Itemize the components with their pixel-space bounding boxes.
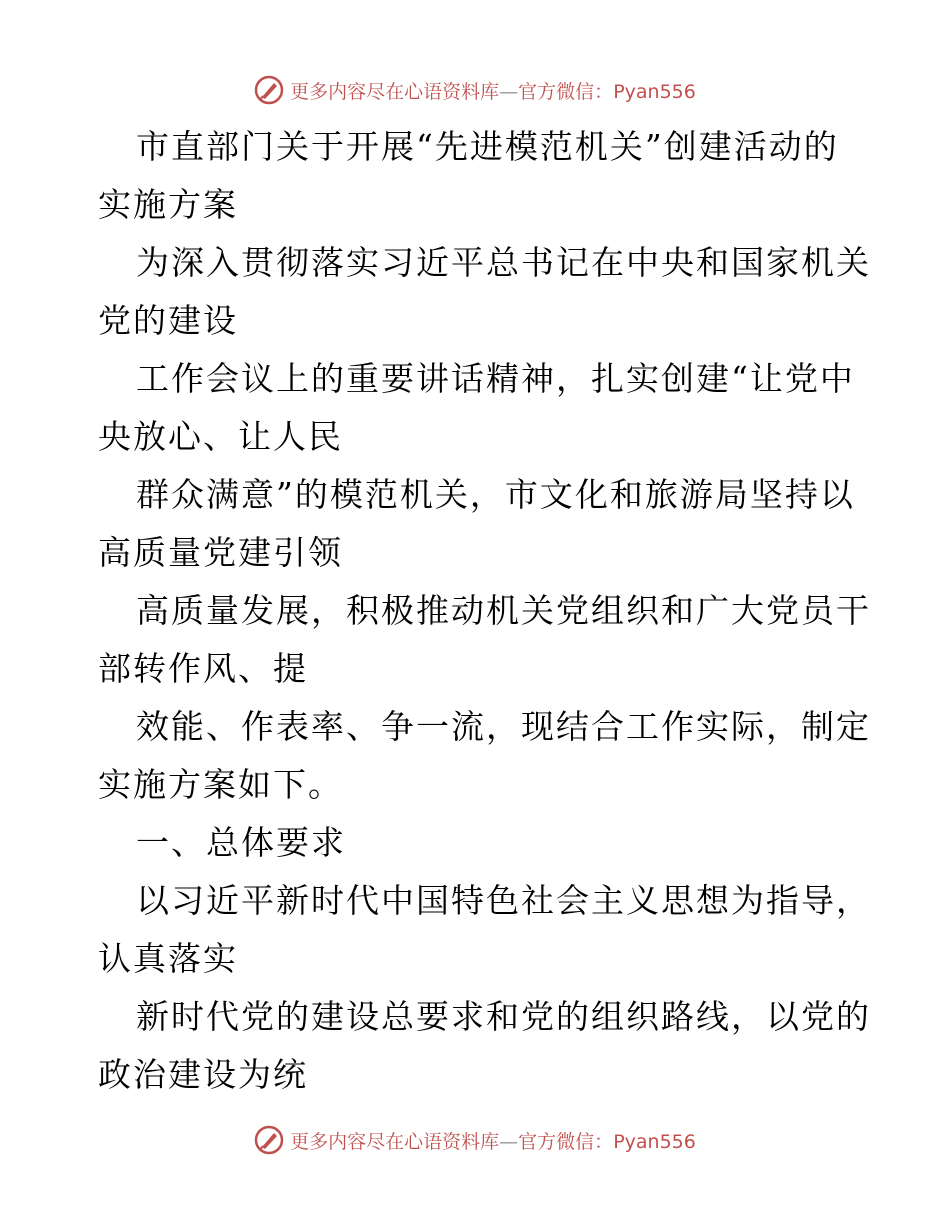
text-line: 认真落实 <box>98 939 238 978</box>
watermark-id: Pyan556 <box>613 1130 696 1153</box>
watermark-label: 官方微信： <box>518 1130 614 1153</box>
text-line: 实施方案如下。 <box>98 765 343 804</box>
text-line: 部转作风、提 <box>98 649 308 688</box>
text-line: 新时代党的建设总要求和党的组织路线，以党的 <box>136 997 871 1036</box>
text-line: 市直部门关于开展“先进模范机关”创建活动的 <box>136 127 839 166</box>
watermark-separator: — <box>499 80 519 103</box>
text-line: 高质量发展，积极推动机关党组织和广大党员干 <box>136 591 871 630</box>
watermark-label: 官方微信： <box>518 80 614 103</box>
watermark-id: Pyan556 <box>613 80 696 103</box>
text-line: 工作会议上的重要讲话精神，扎实创建“让党中 <box>136 359 855 398</box>
watermark-main: 更多内容尽在心语资料库 <box>290 80 500 103</box>
text-line: 群众满意”的模范机关，市文化和旅游局坚持以 <box>136 475 855 514</box>
watermark-text <box>290 77 696 104</box>
text-line: 央放心、让人民 <box>98 417 343 456</box>
text-line: 政治建设为统 <box>98 1055 308 1094</box>
watermark-separator: — <box>499 1130 519 1153</box>
document-body <box>98 118 871 1104</box>
text-line: 效能、作表率、争一流，现结合工作实际，制定 <box>136 707 871 746</box>
watermark-text <box>290 1127 696 1154</box>
footer-watermark <box>0 1120 950 1160</box>
watermark-main: 更多内容尽在心语资料库 <box>290 1130 500 1153</box>
text-line: 以习近平新时代中国特色社会主义思想为指导， <box>136 881 871 920</box>
quill-logo-icon <box>254 1125 284 1155</box>
text-line: 党的建设 <box>98 301 238 340</box>
quill-logo-icon <box>254 75 284 105</box>
header-watermark <box>0 70 950 110</box>
text-line: 高质量党建引领 <box>98 533 343 572</box>
text-line: 实施方案 <box>98 185 238 224</box>
text-line: 一、总体要求 <box>136 823 346 862</box>
text-line: 为深入贯彻落实习近平总书记在中央和国家机关 <box>136 243 871 282</box>
